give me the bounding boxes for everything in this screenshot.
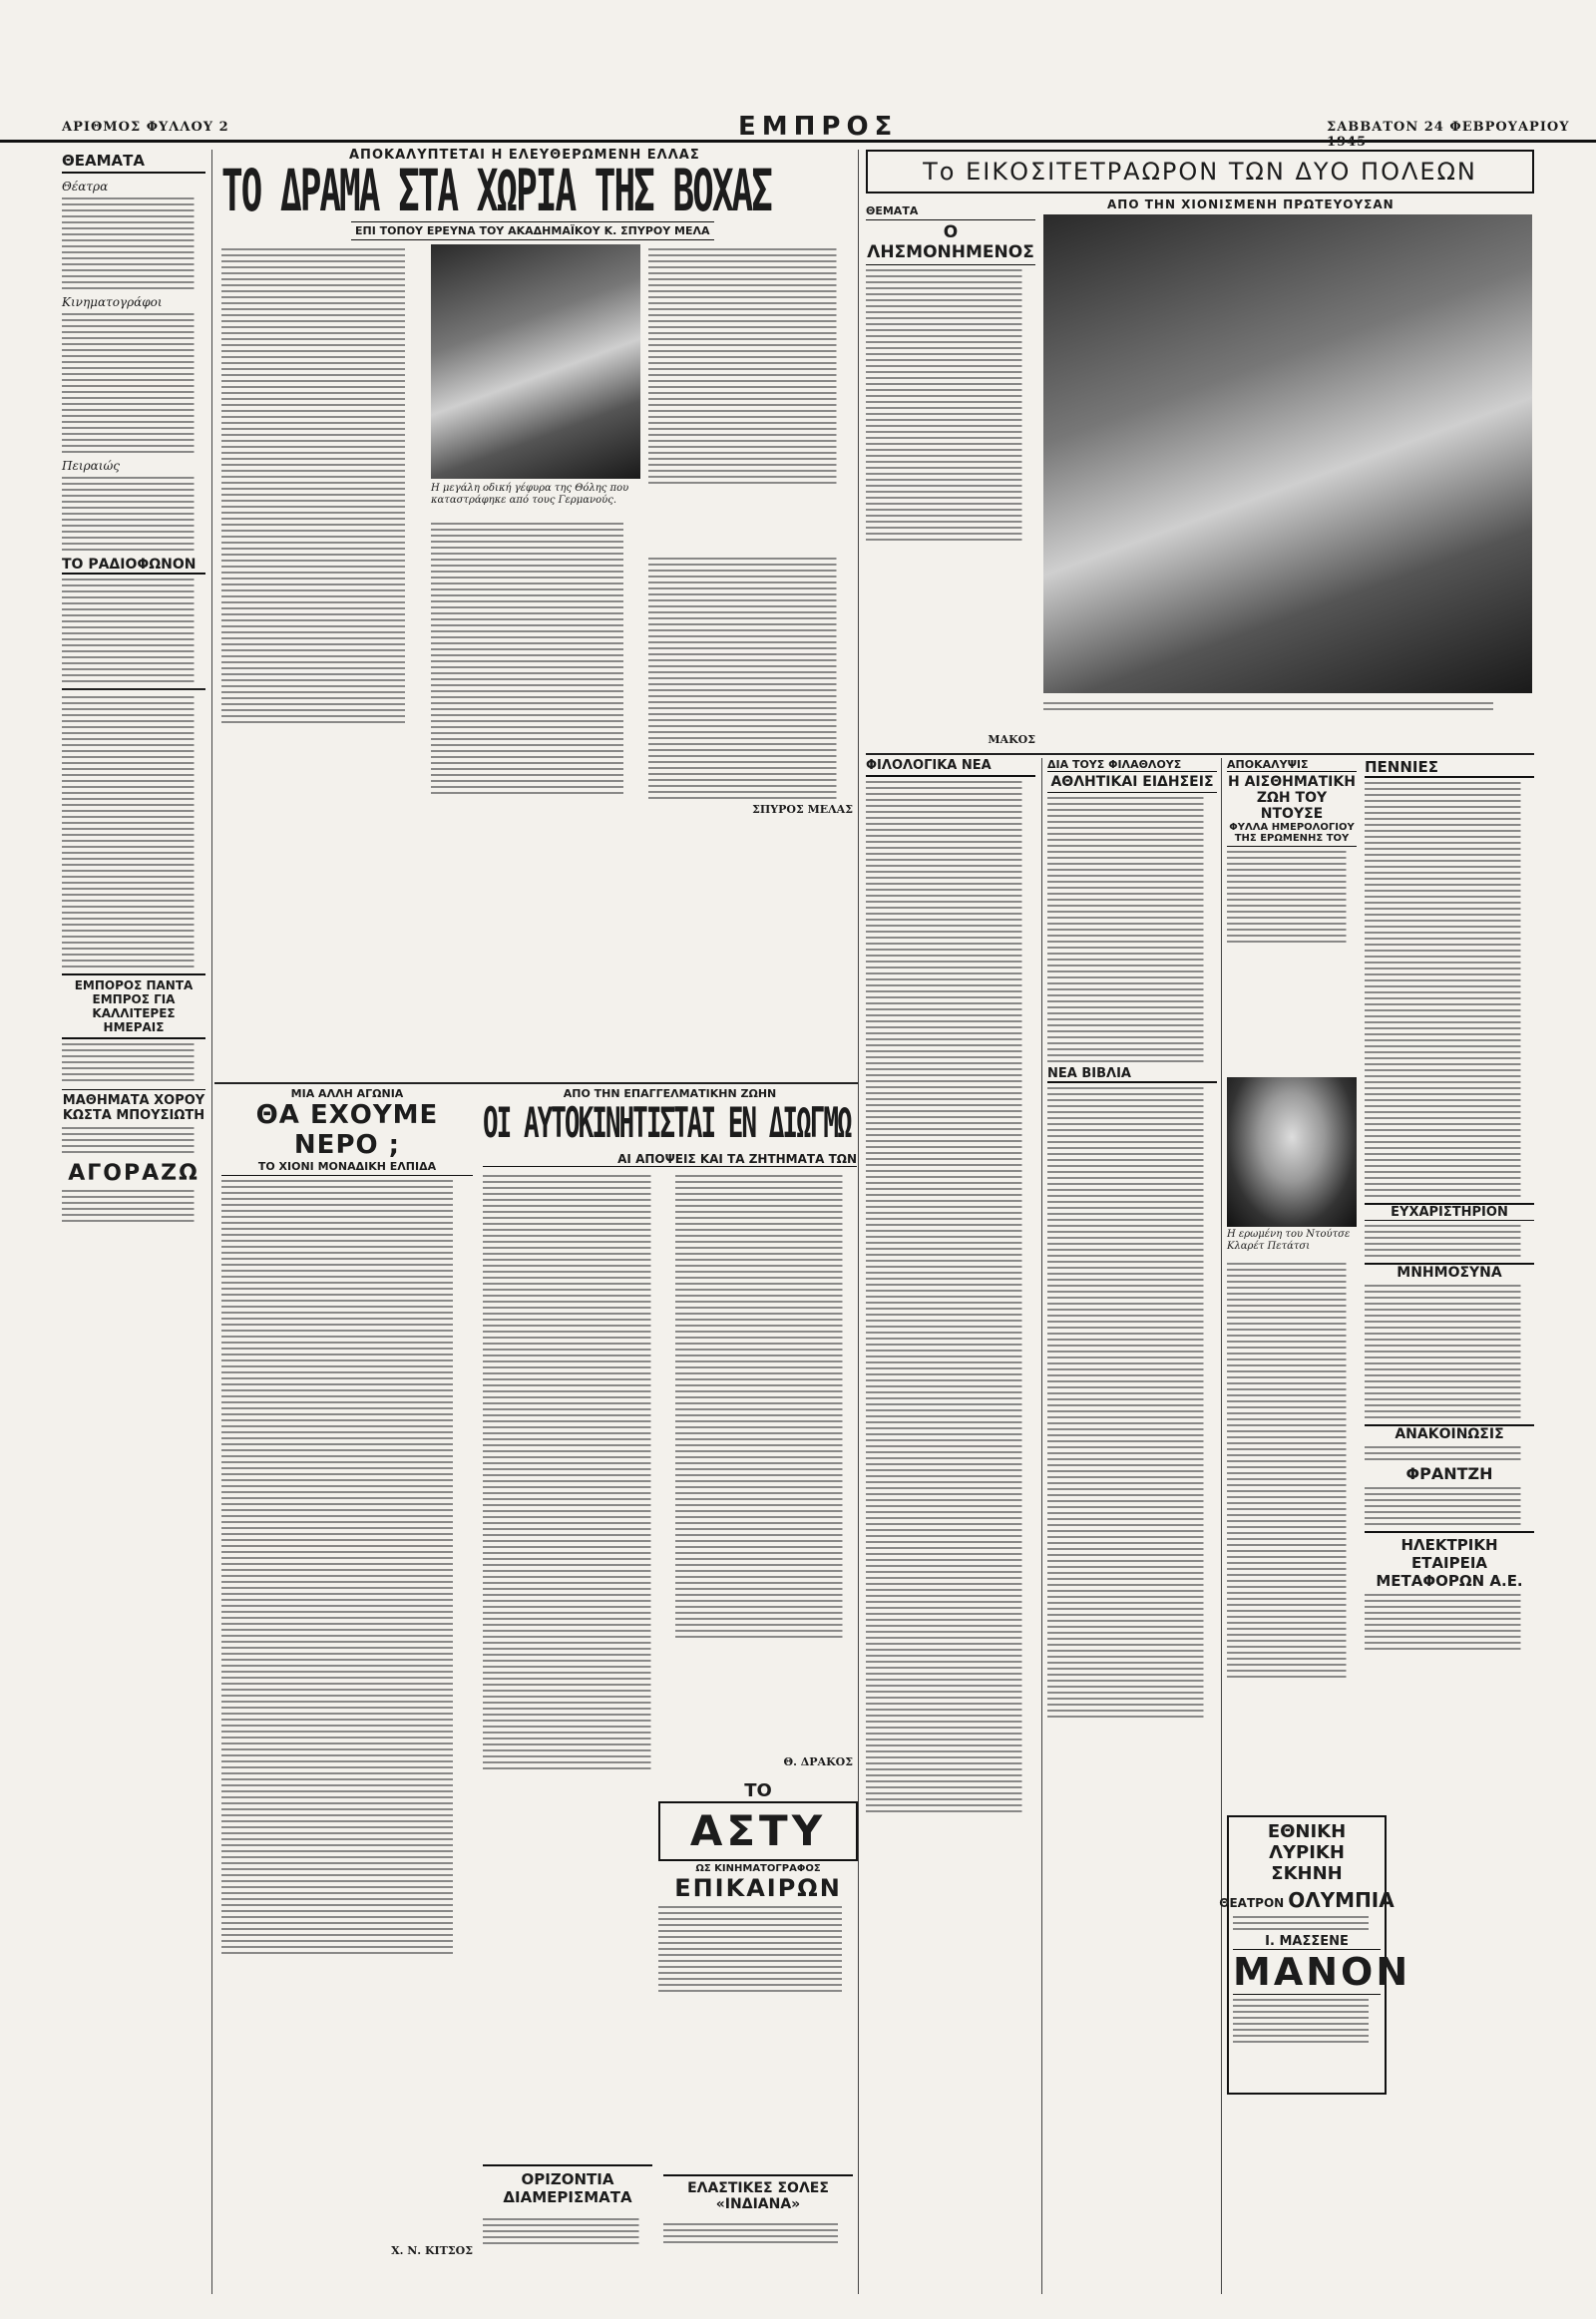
- article-text: [866, 781, 1035, 1812]
- column-rule: [1041, 758, 1042, 2294]
- ad-text: [62, 1127, 205, 1153]
- petacci-portrait: [1227, 1077, 1357, 1227]
- snow-city-photo: [1043, 214, 1532, 693]
- heading-anakoinoseis: ΑΝΑΚΟΙΝΩΣΙΣ: [1365, 1424, 1534, 1442]
- listing-text: [62, 313, 205, 453]
- article-text: [62, 696, 205, 967]
- article-text: [648, 558, 853, 799]
- heading-emporos: ΕΜΠΟΡΟΣ ΠΑΝΤΑ ΕΜΠΡΟΣ ΓΙΑ ΚΑΛΛΙΤΕΡΕΣ ΗΜΕΡΑΙΣ: [62, 973, 205, 1039]
- pennies-column: [1365, 758, 1534, 1654]
- divider: [866, 753, 1534, 755]
- section-themata: ΘΕΜΑΤΑ: [866, 204, 919, 217]
- article-text: [483, 1171, 665, 1773]
- article-text: [1047, 1087, 1217, 1718]
- ad-ethniki: ΕΘΝΙΚΗ ΛΥΡΙΚΗ ΣΚΗΝΗ: [1267, 1821, 1347, 1884]
- bridge-photo: [431, 244, 640, 479]
- main-story-col: [648, 554, 853, 816]
- byline: Θ. ΔΡΑΚΟΣ: [783, 1755, 853, 1768]
- kicker: ΑΠΟ ΤΗΝ ΕΠΑΓΓΕΛΜΑΤΙΚΗΝ ΖΩΗΝ: [563, 1087, 777, 1100]
- heading-athletikes: ΑΘΛΗΤΙΚΑΙ ΕΙΔΗΣΕΙΣ: [1047, 771, 1217, 793]
- ntouse-column-cont: [1227, 1259, 1357, 1682]
- main-story-col: [648, 244, 853, 488]
- heading-aisthimatiki: Η ΑΙΣΘΗΜΑΤΙΚΗ ΖΩΗ ΤΟΥ ΝΤΟΥΣΕ: [1227, 771, 1357, 822]
- opera-ad: [1219, 1815, 1411, 2095]
- kicker: ΜΙΑ ΑΛΛΗ ΑΓΩΝΙΑ: [290, 1087, 404, 1100]
- byline: ΜΑΚΟΣ: [988, 733, 1035, 746]
- byline: ΣΠΥΡΟΣ ΜΕΛΑΣ: [752, 803, 853, 816]
- ad-massene: Ι. ΜΑΣΣΕΝΕ: [1265, 1934, 1349, 1949]
- two-cities-banner: Το ΕΙΚΟΣΙΤΕΤΡΑΩΡΟΝ ΤΩΝ ΔΥΟ ΠΟΛΕΩΝ: [866, 150, 1534, 193]
- water-article: [221, 1087, 473, 1958]
- issue-number: ΑΡΙΘΜΟΣ ΦΥΛΛΟΥ 2: [62, 120, 229, 135]
- listing-text: [62, 477, 205, 551]
- column-rule: [1221, 758, 1222, 2294]
- ad-ilektriki: ΗΛΕΚΤΡΙΚΗ ΕΤΑΙΡΕΙΑ ΜΕΤΑΦΟΡΩΝ Α.Ε.: [1365, 1531, 1534, 1590]
- heading-kinimatografoi: Κινηματογράφοι: [62, 295, 163, 309]
- byline: Χ. Ν. ΚΙΤΣΟΣ: [391, 2244, 473, 2257]
- two-cities-subhead: ΑΠΟ ΤΗΝ ΧΙΟΝΙΣΜΕΝΗ ΠΡΩΤΕΥΟΥΣΑΝ: [1107, 197, 1395, 211]
- ad-asty-sub: ΩΣ ΚΙΝΗΜΑΤΟΓΡΑΦΟΣ: [695, 1863, 821, 1874]
- filologika-column: [866, 758, 1035, 1816]
- column-rule: [211, 150, 212, 2294]
- ntouse-column: [1227, 758, 1357, 947]
- subtitle: ΤΟ ΧΙΟΝΙ ΜΟΝΑΔΙΚΗ ΕΛΠΙΔΑ: [221, 1160, 473, 1176]
- main-story-col: [431, 519, 640, 798]
- divider: [214, 1082, 858, 1084]
- heading-eucharistirion: ΕΥΧΑΡΙΣΤΗΡΙΟΝ: [1365, 1203, 1534, 1221]
- ad-orizontia-text: [483, 2214, 652, 2248]
- newspaper-name: ΕΜΠΡΟΣ: [738, 112, 899, 142]
- ad-text: [658, 1906, 858, 1992]
- subtitle: ΑΙ ΑΠΟΨΕΙΣ ΚΑΙ ΤΑ ΖΗΤΗΜΑΤΑ ΤΩΝ: [483, 1152, 857, 1167]
- article-text: [1227, 851, 1357, 943]
- headline: ΟΙ ΑΥΤΟΚΙΝΗΤΙΣΤΑΙ ΕΝ ΔΙΩΓΜΩ: [483, 1100, 851, 1148]
- ads-column: [658, 1780, 858, 2159]
- subheading-fylla: ΦΥΛΛΑ ΗΜΕΡΟΛΟΓΙΟΥ ΤΗΣ ΕΡΩΜΕΝΗΣ ΤΟΥ: [1227, 822, 1357, 847]
- ad-to: ΤΟ: [744, 1780, 772, 1801]
- article-text: [675, 1171, 858, 1773]
- portrait-caption: Η ερωμένη του Ντούτσε Κλαρέτ Πετάτσι: [1227, 1229, 1351, 1252]
- section-radiofonon: ΤΟ ΡΑΔΙΟΦΩΝΟΝ: [62, 557, 205, 575]
- heading-mathimata: ΜΑΘΗΜΑΤΑ ΧΟΡΟΥ ΚΩΣΤΑ ΜΠΟΥΣΙΩΤΗ: [62, 1089, 205, 1123]
- article-text: [221, 248, 421, 723]
- ad-text: [62, 1190, 205, 1222]
- heading-nea-vivlia: ΝΕΑ ΒΙΒΛΙΑ: [1047, 1066, 1217, 1083]
- heading-filologika: ΦΙΛΟΛΟΓΙΚΑ ΝΕΑ: [866, 758, 1035, 777]
- article-text: [648, 248, 853, 484]
- heading-pennies: ΠΕΝΝΙΕΣ: [1365, 758, 1534, 778]
- ad-elastikes: ΕΛΑΣΤΙΚΕΣ ΣΟΛΕΣ «ΙΝΔΙΑΝΑ»: [663, 2174, 853, 2212]
- photo-caption: Η μεγάλη οδική γέφυρα της Θόλης που καταστράφηκε από τους Γερμανούς.: [431, 483, 629, 506]
- ad-olympia: ΟΛΥΜΠΙΑ: [1288, 1888, 1395, 1912]
- main-headline: ΤΟ ΔΡΑΜΑ ΣΤΑ ΧΩΡΙΑ ΤΗΣ ΒΟΧΑΣ: [221, 160, 771, 225]
- article-text: [431, 523, 640, 794]
- issue-date: ΣΑΒΒΑΤΟΝ 24 ΦΕΒΡΟΥΑΡΙΟΥ 1945: [1327, 120, 1570, 150]
- article-text: [1047, 797, 1217, 1062]
- heading-mnimosyna: ΜΝΗΜΟΣΥΝΑ: [1365, 1263, 1534, 1281]
- section-theamata: ΘΕΑΜΑΤΑ: [62, 150, 205, 174]
- main-subtitle: ΕΠΙ ΤΟΠΟΥ ΕΡΕΥΝΑ ΤΟΥ ΑΚΑΔΗΜΑΪΚΟΥ Κ. ΣΠΥΡΟΥ ΜΕΛΑ: [351, 221, 714, 240]
- main-story-col: [221, 244, 421, 727]
- ad-frantzi: ΦΡΑΝΤΖΗ: [1405, 1464, 1493, 1483]
- main-kicker: ΑΠΟΚΑΛΥΠΤΕΤΑΙ Η ΕΛΕΥΘΕΡΩΜΕΝΗ ΕΛΛΑΣ: [349, 148, 700, 163]
- themata-column-cont: [866, 733, 1035, 746]
- article-text: [62, 1043, 205, 1081]
- heading-agorazo: ΑΓΟΡΑΖΩ: [68, 1161, 200, 1186]
- kicker: ΔΙΑ ΤΟΥΣ ΦΙΛΑΘΛΟΥΣ: [1047, 758, 1182, 771]
- heading-lismonimenos: Ο ΛΗΣΜΟΝΗΜΕΝΟΣ: [866, 219, 1035, 265]
- snow-photo-caption: [1043, 698, 1532, 714]
- ad-asty: ΑΣΤΥ: [658, 1801, 858, 1861]
- column-rule: [858, 150, 859, 2294]
- divider: [62, 688, 205, 690]
- left-column: [62, 150, 205, 1226]
- heading-peiraios: Πειραιώς: [62, 459, 120, 473]
- ad-theatron: ΘΕΑΤΡΟΝ: [1219, 1896, 1285, 1910]
- athletic-column: [1047, 758, 1217, 1722]
- headline: ΘΑ ΕΧΟΥΜΕ ΝΕΡΟ ;: [255, 1100, 439, 1160]
- article-text: [866, 269, 1035, 541]
- ad-epikairon: ΕΠΙΚΑΙΡΩΝ: [674, 1874, 842, 1902]
- ad-manon: ΜΑΝΟΝ: [1233, 1950, 1411, 1994]
- article-text: [1365, 782, 1534, 1197]
- drivers-article: [483, 1087, 857, 1773]
- article-text: [62, 579, 205, 682]
- ad-orizontia: ΟΡΙΖΟΝΤΙΑ ΔΙΑΜΕΡΙΣΜΑΤΑ: [483, 2164, 652, 2206]
- listing-text: [62, 197, 205, 289]
- article-text: [221, 1180, 473, 1954]
- heading-theatra: Θέατρα: [62, 180, 109, 193]
- themata-column: [866, 204, 1035, 545]
- ad-elastikes-text: [663, 2219, 853, 2247]
- kicker: ΑΠΟΚΑΛΥΨΙΣ: [1227, 758, 1309, 771]
